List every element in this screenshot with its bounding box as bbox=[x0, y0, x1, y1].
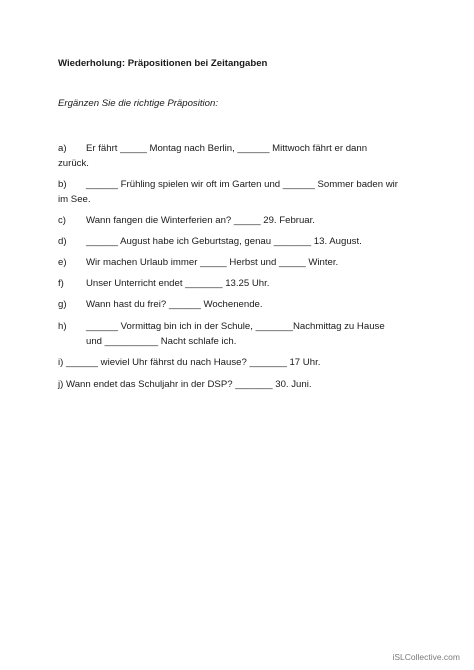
exercise-c bbox=[58, 213, 315, 228]
instruction-text: Ergänzen Sie die richtige Präposition: bbox=[58, 98, 218, 109]
exercise-a bbox=[58, 141, 367, 171]
exercise-label: f) bbox=[58, 278, 64, 289]
exercise-label: a) bbox=[58, 143, 67, 154]
exercise-text: Er fährt _____ Montag nach Berlin, ______ Mittwoch fährt er dann bbox=[86, 143, 368, 154]
exercise-e bbox=[58, 255, 338, 270]
exercise-text: ______ Vormittag bin ich in der Schule, _______Nachmittag zu Hause bbox=[86, 321, 385, 332]
exercise-text: Wir machen Urlaub immer _____ Herbst und _____ Winter. bbox=[86, 257, 339, 268]
exercise-d bbox=[58, 234, 362, 249]
exercise-text: Wann hast du frei? ______ Wochenende. bbox=[86, 299, 263, 310]
exercise-g bbox=[58, 297, 263, 312]
exercise-j bbox=[58, 377, 312, 392]
exercise-text-continued: im See. bbox=[58, 194, 91, 205]
exercise-b bbox=[58, 177, 398, 207]
exercise-label: e) bbox=[58, 257, 67, 268]
exercise-text: ______ August habe ich Geburtstag, genau _______ 13. August. bbox=[86, 236, 362, 247]
exercise-text-continued: zurück. bbox=[58, 158, 89, 169]
exercise-text: i) ______ wieviel Uhr fährst du nach Hause? _______ 17 Uhr. bbox=[58, 357, 321, 368]
exercise-text: ______ Frühling spielen wir oft im Garten und ______ Sommer baden wir bbox=[86, 179, 398, 190]
exercise-text-continued: und __________ Nacht schlafe ich. bbox=[86, 336, 237, 347]
exercise-label: c) bbox=[58, 215, 66, 226]
exercise-label: b) bbox=[58, 179, 67, 190]
exercise-label: d) bbox=[58, 236, 67, 247]
exercise-f bbox=[58, 276, 269, 291]
exercise-h bbox=[58, 319, 385, 349]
exercise-text: j) Wann endet das Schuljahr in der DSP? _______ 30. Juni. bbox=[58, 379, 312, 390]
exercise-text: Wann fangen die Winterferien an? _____ 29. Februar. bbox=[86, 215, 315, 226]
watermark: iSLCollective.com bbox=[392, 652, 460, 662]
exercise-text: Unser Unterricht endet _______ 13.25 Uhr. bbox=[86, 278, 270, 289]
exercise-label: g) bbox=[58, 299, 67, 310]
exercise-i bbox=[58, 355, 320, 370]
worksheet-title: Wiederholung: Präpositionen bei Zeitangaben bbox=[58, 58, 268, 69]
exercise-label: h) bbox=[58, 321, 67, 332]
